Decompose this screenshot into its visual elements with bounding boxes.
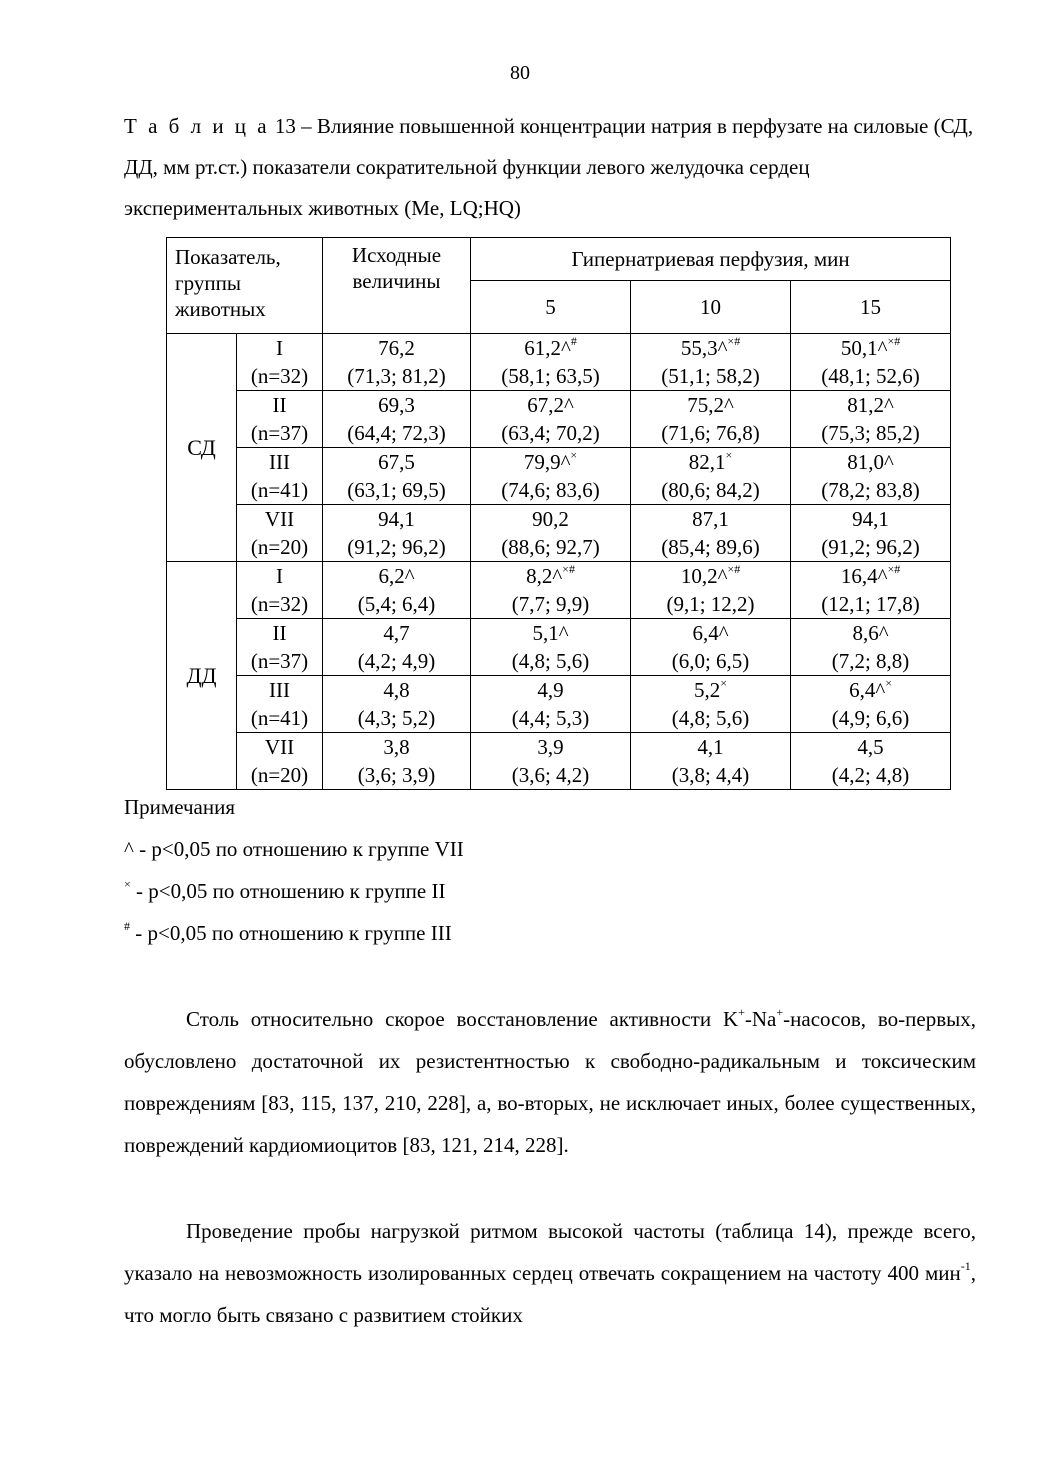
significance-mark: × [720,676,728,690]
note-text: - p<0,05 по отношению к группе III [130,921,452,945]
quartile-range: (74,6; 83,6) [501,478,600,502]
median-value: 50,1^ [840,336,888,360]
median-value: 90,2 [532,507,569,531]
table-row [167,619,951,676]
value-cell [471,334,631,391]
median-value: 55,3^ [680,336,728,360]
quartile-range: (88,6; 92,7) [501,535,600,559]
median-value: 3,8 [383,735,410,759]
value-cell [471,562,631,619]
superscript: + [776,1005,784,1019]
header-minute: 15 [791,281,951,334]
quartile-range: (75,3; 85,2) [821,421,920,445]
median-value: 8,2^ [526,564,563,588]
value-cell [323,676,471,733]
group-name: III [269,678,290,702]
caption-text: 13 – Влияние повышенной концентрации натрия в перфузате на силовые (СД, ДД, мм рт.ст.) показатели сократительной функции левого желудочка сердец экспериментальных животных (Me, LQ;HQ) [124,114,974,220]
page-number: 80 [510,62,530,84]
value-cell [631,676,791,733]
group-cell [237,562,323,619]
median-value: 5,2 [694,678,721,702]
significance-mark: ×# [887,334,901,348]
data-table [166,237,951,790]
group-cell [237,334,323,391]
quartile-range: (5,4; 6,4) [357,592,436,616]
median-value: 4,8 [383,678,410,702]
value-cell [791,619,951,676]
quartile-range: (78,2; 83,8) [821,478,920,502]
value-cell [323,334,471,391]
group-n: (n=41) [250,478,309,502]
significance-mark: ×# [562,562,575,576]
value-cell [323,505,471,562]
median-value: 81,2^ [847,393,894,417]
value-cell [631,562,791,619]
table-caption [124,106,984,229]
header-minute: 5 [471,281,631,334]
value-cell [791,505,951,562]
value-cell [631,334,791,391]
median-value: 10,2^ [680,564,728,588]
paragraph [124,1210,976,1336]
significance-mark: ×# [727,334,741,348]
group-cell [237,676,323,733]
note-item [124,916,464,958]
value-cell [791,733,951,790]
group-n: (n=32) [250,364,309,388]
section-label: СД [167,334,237,562]
value-cell [631,505,791,562]
group-name: II [272,393,287,417]
value-cell [631,619,791,676]
quartile-range: (6,0; 6,5) [671,649,750,673]
paragraph [124,998,976,1166]
median-value: 16,4^ [840,564,888,588]
value-cell [631,391,791,448]
quartile-range: (63,4; 70,2) [501,421,600,445]
caption-label: Т а б л и ц а [124,114,270,138]
quartile-range: (4,4; 5,3) [511,706,590,730]
significance-mark: × [570,448,578,462]
median-value: 87,1 [692,507,729,531]
group-name: II [272,621,287,645]
header-indicator: Показатель, группы животных [167,238,323,334]
value-cell [791,391,951,448]
value-cell [791,448,951,505]
quartile-range: (58,1; 63,5) [501,364,600,388]
median-value: 4,5 [857,735,884,759]
quartile-range: (4,9; 6,6) [831,706,910,730]
median-value: 4,1 [697,735,724,759]
median-value: 76,2 [378,336,415,360]
paragraph-text: , что могло быть связано с развитием стойких [124,1261,976,1327]
note-text: - p<0,05 по отношению к группе VII [133,837,464,861]
note-mark: # [124,919,130,933]
value-cell [323,619,471,676]
group-n: (n=20) [250,763,309,787]
median-value: 94,1 [852,507,889,531]
significance-mark: × [725,448,733,462]
note-item [124,832,464,874]
quartile-range: (3,6; 3,9) [357,763,436,787]
quartile-range: (7,2; 8,8) [831,649,910,673]
notes-title: Примечания [124,795,236,819]
value-cell [631,733,791,790]
median-value: 4,7 [383,621,410,645]
group-cell [237,448,323,505]
quartile-range: (71,3; 81,2) [347,364,446,388]
header-baseline: Исходные величины [323,238,471,334]
group-name: VII [264,507,295,531]
paragraph-text: -Na [744,1007,777,1031]
table-row [167,334,951,391]
group-cell [237,619,323,676]
group-n: (n=41) [250,706,309,730]
quartile-range: (71,6; 76,8) [661,421,760,445]
quartile-range: (4,8; 5,6) [511,649,590,673]
value-cell [471,619,631,676]
median-value: 8,6^ [852,621,889,645]
quartile-range: (91,2; 96,2) [821,535,920,559]
group-n: (n=20) [250,535,309,559]
quartile-range: (12,1; 17,8) [821,592,920,616]
paragraph-text: Столь относительно скорое восстановление активности K [186,1007,739,1031]
quartile-range: (4,3; 5,2) [357,706,436,730]
value-cell [471,448,631,505]
paragraph-text: Проведение пробы нагрузкой ритмом высокой частоты (таблица 14), прежде всего, указало на невозможность изолированных сердец отвечать сокращением на частоту 400 мин [124,1219,976,1285]
value-cell [791,562,951,619]
quartile-range: (4,8; 5,6) [671,706,750,730]
value-cell [471,733,631,790]
value-cell [791,676,951,733]
median-value: 67,5 [378,450,415,474]
value-cell [471,676,631,733]
table-row [167,448,951,505]
table-row [167,676,951,733]
notes [124,790,464,958]
section-label: ДД [167,562,237,790]
group-name: VII [264,735,295,759]
quartile-range: (3,6; 4,2) [511,763,590,787]
quartile-range: (51,1; 58,2) [661,364,760,388]
median-value: 6,4^ [849,678,886,702]
median-value: 67,2^ [527,393,574,417]
group-cell [237,391,323,448]
significance-mark: × [885,676,892,690]
quartile-range: (3,8; 4,4) [671,763,750,787]
median-value: 5,1^ [532,621,569,645]
value-cell [323,733,471,790]
superscript: + [738,1005,745,1019]
median-value: 61,2^ [524,336,571,360]
quartile-range: (4,2; 4,8) [831,763,910,787]
value-cell [323,562,471,619]
significance-mark: # [570,334,577,348]
median-value: 94,1 [378,507,415,531]
quartile-range: (80,6; 84,2) [661,478,760,502]
median-value: 6,2^ [378,564,415,588]
paragraph-text: -насосов, во-первых, обусловлено достаточной их резистентностью к свободно-радикальным и токсическим повреждениям [83, 115, 137, 210, 228], а, во-вторых, не исключает иных, более существенных, повреждений кардиомиоцитов [83, 121, 214, 228]. [124,1007,976,1157]
median-value: 82,1 [688,450,726,474]
median-value: 6,4^ [692,621,729,645]
quartile-range: (91,2; 96,2) [347,535,446,559]
group-cell [237,505,323,562]
group-name: I [276,336,283,360]
group-name: I [276,564,283,588]
header-perfusion: Гипернатриевая перфузия, мин [471,238,951,281]
median-value: 79,9^ [523,450,571,474]
note-mark: × [124,877,131,891]
table-row [167,733,951,790]
note-item [124,874,464,916]
quartile-range: (7,7; 9,9) [511,592,590,616]
table-row [167,562,951,619]
median-value: 69,3 [378,393,415,417]
group-name: III [269,450,290,474]
value-cell [631,448,791,505]
group-cell [237,733,323,790]
quartile-range: (63,1; 69,5) [347,478,446,502]
quartile-range: (64,4; 72,3) [347,421,446,445]
table-row [167,391,951,448]
value-cell [323,391,471,448]
median-value: 4,9 [537,678,564,702]
quartile-range: (48,1; 52,6) [821,364,920,388]
quartile-range: (85,4; 89,6) [661,535,760,559]
value-cell [471,391,631,448]
group-n: (n=37) [250,421,309,445]
superscript: -1 [960,1259,971,1273]
table-row [167,505,951,562]
note-mark: ^ [124,837,134,861]
note-text: - p<0,05 по отношению к группе II [130,879,446,903]
quartile-range: (9,1; 12,2) [666,592,755,616]
median-value: 75,2^ [687,393,734,417]
value-cell [471,505,631,562]
significance-mark: ×# [727,562,741,576]
value-cell [323,448,471,505]
group-n: (n=37) [250,649,309,673]
group-n: (n=32) [250,592,309,616]
header-minute: 10 [631,281,791,334]
significance-mark: ×# [887,562,901,576]
value-cell [791,334,951,391]
median-value: 81,0^ [847,450,894,474]
median-value: 3,9 [537,735,564,759]
quartile-range: (4,2; 4,9) [357,649,436,673]
